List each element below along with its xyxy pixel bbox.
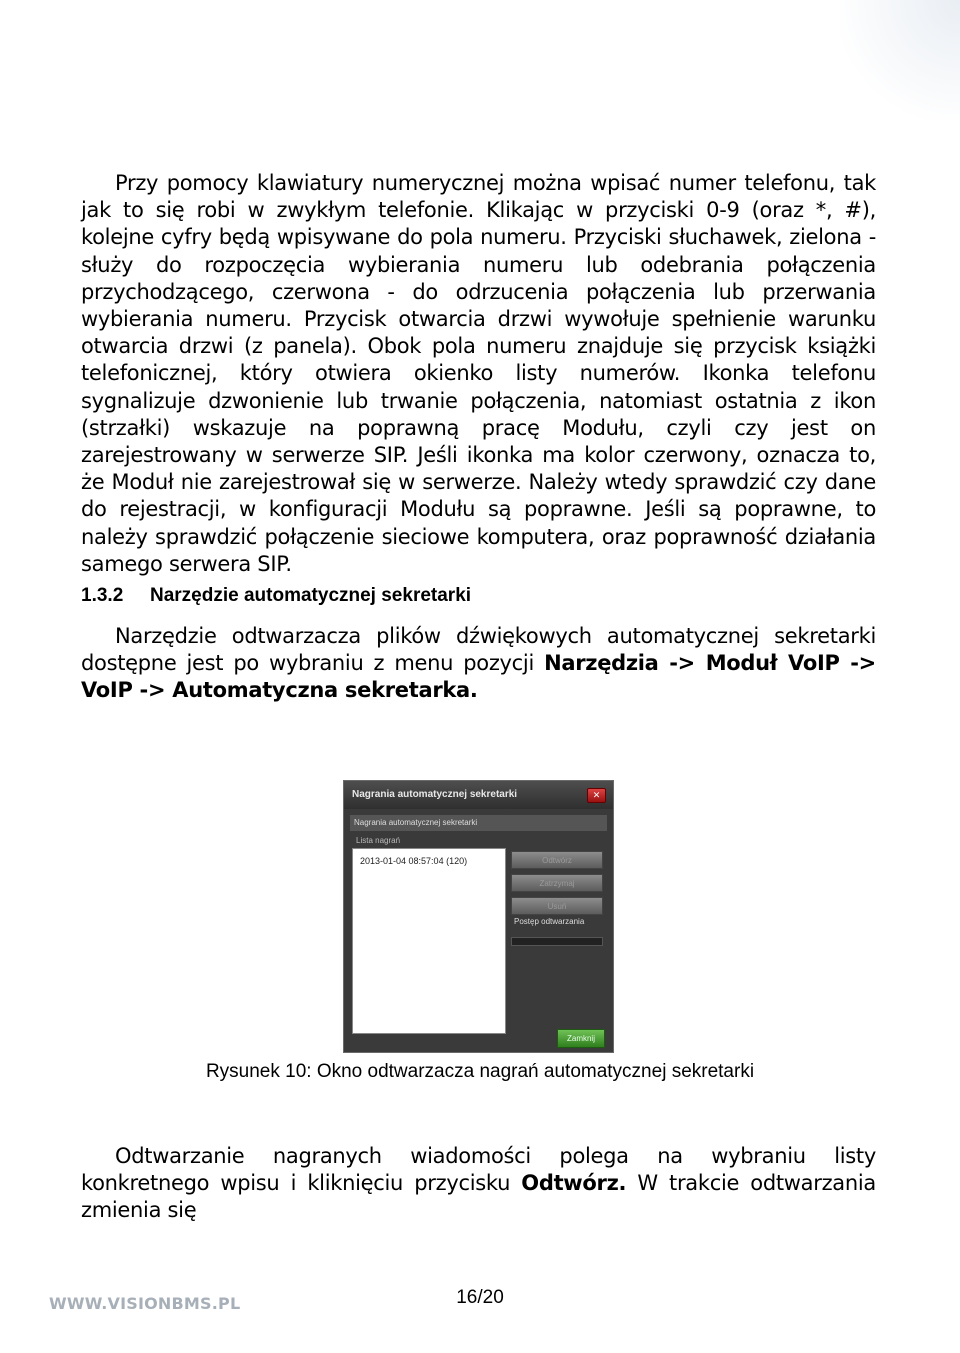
menu-path: Narzędzia -> Moduł VoIP -> VoIP -> Automatyczna sekretarka. (81, 651, 876, 703)
paragraph-text: Odtwarzanie nagranych wiadomości polega na wybraniu listy konkretnego wpisu i kliknięciu przycisku (81, 1144, 876, 1196)
recordings-list[interactable] (352, 848, 506, 1034)
dialog-subtitle: Nagrania automatycznej sekretarki (350, 815, 607, 831)
paragraph-keypad: Przy pomocy klawiatury numerycznej można wpisać numer telefonu, tak jak to się robi w zwykłym telefonie. Klikając w przyciski 0-9 (oraz *, #), kolejne cyfry będą wpisywane do pola numeru. Przyciski słuchawek, zielona - służy do rozpoczęcia wybierania numeru lub odebrania połączenia przychodzącego, czerwona - do odrzucenia połączenia lub przerwania wybierania numeru. Przycisk otwarcia drzwi wywołuje spełnienie warunku otwarcia drzwi (z panela). Obok pola numeru znajduje się przycisk książki telefonicznej, który otwiera okienko listy numerów. Ikonka telefonu sygnalizuje dzwonienie lub trwanie połączenia, natomiast ostatnia z ikon (strzałki) wskazuje na poprawną pracę Modułu, czyli czy jest on zarejestrowany w serwerze SIP. Jeśli ikonka ma kolor czerwony, oznacza to, że Moduł nie zarejestrował się w serwerze. Należy wtedy sprawdzić czy dane do rejestracji, w konfiguracji Modułu są poprawne. Jeśli są poprawne, to należy sprawdzić połączenie sieciowe komputera, oraz poprawność działania samego serwera SIP. (81, 171, 876, 576)
paragraph-text-end: W trakcie odtwarzania zmienia się (81, 1171, 876, 1223)
playback-progress-bar (511, 937, 603, 946)
footer-logo[interactable]: WWW.VISIONBMS.PL (49, 1294, 241, 1313)
close-button[interactable]: Zamknij (557, 1029, 605, 1048)
figure-caption: Rysunek 10: Okno odtwarzacza nagrań automatycznej sekretarki (205, 1061, 755, 1082)
recordings-list-label: Lista nagrań (356, 836, 401, 845)
paragraph-text: Narzędzie odtwarzacza plików dźwiękowych automatycznej sekretarki dostępne jest po wybraniu z menu pozycji (81, 624, 876, 676)
page-number: 16/20 (456, 1287, 504, 1308)
paragraph-answering-machine (81, 623, 876, 705)
dialog-title: Nagrania automatycznej sekretarki (344, 781, 613, 809)
close-icon[interactable]: ✕ (587, 788, 606, 803)
section-heading (81, 585, 471, 607)
play-button[interactable]: Odtwórz (511, 851, 603, 869)
play-button-reference: Odtwórz. (521, 1171, 627, 1196)
stop-button[interactable]: Zatrzymaj (511, 874, 603, 892)
list-item[interactable]: 2013-01-04 08:57:04 (120) (360, 856, 468, 866)
answering-machine-dialog-screenshot (343, 780, 614, 1053)
section-number: 1.3.2 (81, 585, 124, 606)
page-corner-decoration (840, 0, 960, 120)
section-title: Narzędzie automatycznej sekretarki (150, 585, 472, 606)
delete-button[interactable]: Usuń (511, 897, 603, 915)
paragraph-playback (81, 1143, 876, 1225)
progress-label: Postęp odtwarzania (514, 917, 585, 926)
